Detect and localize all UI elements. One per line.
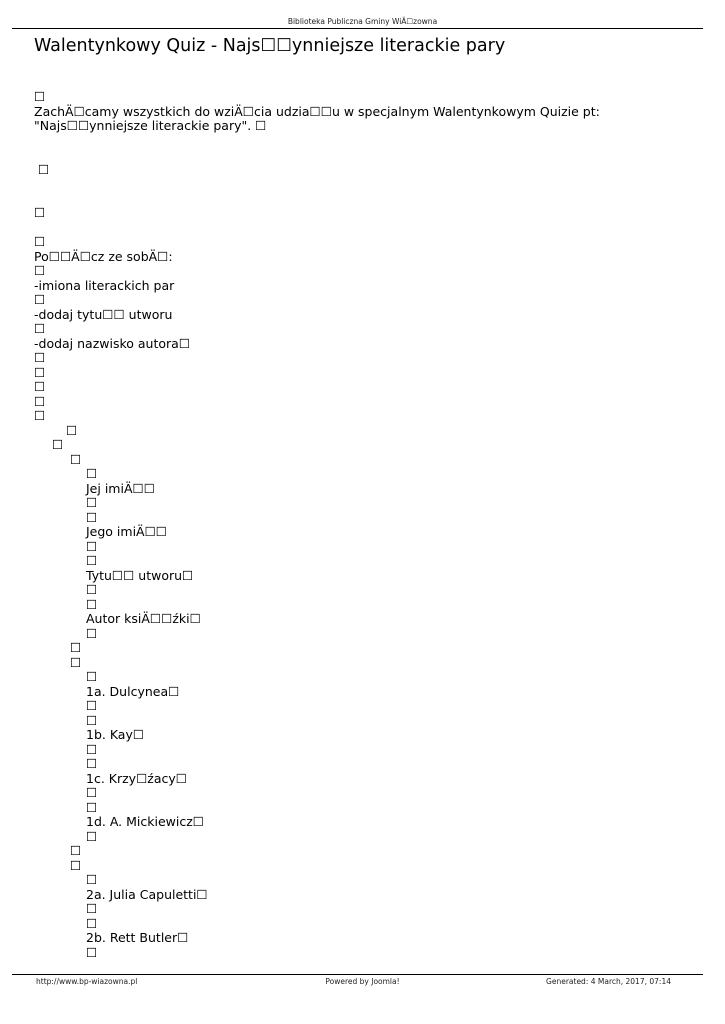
body-line: ☐ <box>86 596 98 612</box>
body-line: ☐ <box>86 799 98 815</box>
body-line: ☐ <box>70 654 82 670</box>
body-line: ☐ <box>70 640 82 655</box>
body-line: ☐ <box>86 901 98 916</box>
body-line: 1d. A. Mickiewicz☐ <box>86 814 204 829</box>
body-line: ☐ <box>34 321 46 336</box>
body-line: ☐ <box>86 538 98 554</box>
body-line: ☐ <box>86 625 98 641</box>
body-line: "Najs☐☐ynniejsze literackie pary". ☐ <box>34 118 267 133</box>
body-line: ZachÄ☐camy wszystkich do wziÄ☐cia udzia☐☐u w specjalnym Walentynkowym Quizie pt: <box>34 103 600 119</box>
body-line: ☐ <box>86 785 98 800</box>
body-line: 1a. Dulcynea☐ <box>86 683 180 699</box>
article-title: Walentynkowy Quiz - Najs☐☐ynniejsze literackie pary <box>34 36 506 56</box>
body-line: ☐ <box>66 422 78 438</box>
body-line: ☐ <box>86 944 98 960</box>
body-line: ☐ <box>86 509 98 525</box>
blank-line <box>34 221 694 236</box>
body-line: -dodaj nazwisko autora☐ <box>34 335 191 351</box>
body-line: ☐ <box>34 205 46 220</box>
footer-powered-by: Powered by Joomla! <box>325 977 400 986</box>
body-line: ☐ <box>86 553 98 568</box>
body-line: Autor ksiÄ☐☐źki☐ <box>86 611 201 626</box>
body-line: Tytu☐☐ utworu☐ <box>86 567 194 583</box>
body-line: ☐ <box>34 234 46 249</box>
body-line: ☐ <box>34 379 46 394</box>
body-line: ☐ <box>34 161 50 177</box>
body-line: ☐ <box>34 393 46 409</box>
site-name: Biblioteka Publiczna Gminy WiÄ☐zowna <box>287 17 438 26</box>
body-line: ☐ <box>34 292 46 307</box>
body-line: ☐ <box>34 350 46 365</box>
body-line: ☐ <box>86 828 98 844</box>
body-line: Jej imiÄ☐☐ <box>86 480 155 496</box>
body-line: ☐ <box>86 712 98 728</box>
body-line: ☐ <box>86 466 98 481</box>
footer-generated-date: Generated: 4 March, 2017, 07:14 <box>546 977 671 986</box>
body-line: ☐ <box>86 741 98 757</box>
blank-line <box>34 148 694 163</box>
body-line: ☐ <box>70 843 82 858</box>
header-divider <box>12 28 703 29</box>
article-body <box>34 90 694 960</box>
body-line: ☐ <box>34 89 46 104</box>
body-line: 1b. Kay☐ <box>86 727 145 742</box>
body-line: ☐ <box>86 582 98 597</box>
body-line: ☐ <box>86 495 98 510</box>
body-line: 1c. Krzy☐źacy☐ <box>86 770 187 786</box>
body-line: Jego imiÄ☐☐ <box>86 524 168 539</box>
body-line: ☐ <box>70 451 82 467</box>
body-line: Po☐☐Ä☐cz ze sobÄ☐: <box>34 248 173 264</box>
blank-line <box>34 177 694 192</box>
blank-line <box>34 192 694 207</box>
body-line: ☐ <box>86 872 98 887</box>
blank-line <box>34 134 694 149</box>
body-line: ☐ <box>86 756 98 771</box>
body-line: ☐ <box>34 364 46 380</box>
body-line: -dodaj tytu☐☐ utworu <box>34 306 173 322</box>
footer-url[interactable]: http://www.bp-wiazowna.pl <box>36 977 138 986</box>
body-line: ☐ <box>86 698 98 713</box>
body-line: -imiona literackich par <box>34 277 175 293</box>
body-line: ☐ <box>70 857 82 873</box>
body-line: 2b. Rett Butler☐ <box>86 930 189 945</box>
footer-divider <box>12 974 703 975</box>
body-line: ☐ <box>34 408 46 423</box>
body-line: ☐ <box>86 669 98 684</box>
body-line: ☐ <box>52 437 64 452</box>
body-line: 2a. Julia Capuletti☐ <box>86 886 208 902</box>
body-line: ☐ <box>86 915 98 931</box>
body-line: ☐ <box>34 263 46 278</box>
